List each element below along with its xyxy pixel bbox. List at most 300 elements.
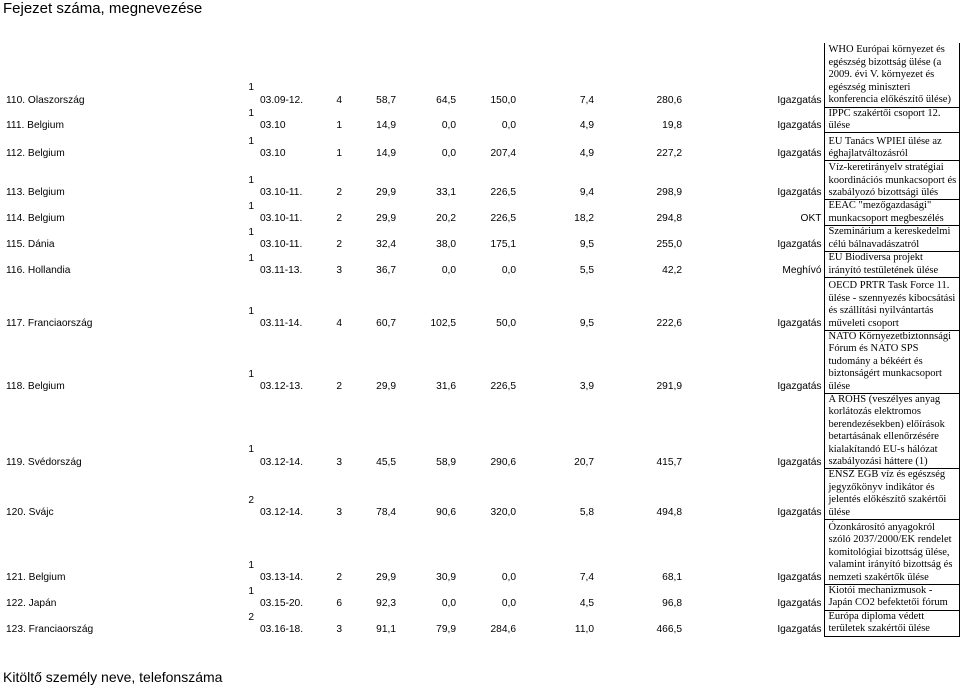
row-value-2-text: 58,9	[436, 456, 456, 468]
row-type-text: Igazgatás	[777, 148, 822, 160]
row-value-1-text: 14,9	[376, 148, 396, 160]
row-total-text: 96,8	[662, 597, 682, 609]
row-value-1-text: 29,9	[376, 381, 396, 393]
row-count: 1	[248, 368, 254, 380]
row-value-3	[458, 251, 518, 277]
row-description	[824, 585, 959, 611]
row-type-text: Meghívó	[782, 265, 822, 277]
row-days	[316, 133, 344, 161]
row-date-text: 03.10-11.	[260, 239, 303, 251]
page-title: Fejezet száma, megnevezése	[3, 0, 203, 17]
row-value-1	[344, 200, 398, 226]
row-value-2	[398, 43, 458, 107]
row-total	[596, 277, 684, 330]
row-description-text: Ózonkárosító anyagokról szóló 2037/2000/EK rendelet komitológiai bizottság ülése, valamint irányító bizottság és nemzeti szakértők ülése	[828, 522, 953, 583]
row-value-3	[458, 277, 518, 330]
row-description-text: Európa diploma védett területek szakértői ülése	[828, 611, 930, 635]
row-count: 1	[248, 108, 254, 119]
row-date-text: 03.16-18.	[260, 623, 304, 635]
row-value-4-text: 9,5	[579, 318, 594, 330]
row-description	[824, 161, 959, 200]
row-date	[258, 107, 316, 133]
row-value-4	[518, 469, 596, 520]
row-days-text: 1	[336, 148, 342, 160]
row-value-1-text: 91,1	[376, 623, 396, 635]
row-description-text: IPPC szakértői csoport 12. ülése	[828, 107, 941, 131]
row-days-text: 3	[336, 507, 342, 519]
row-description-text: A ROHS (veszélyes anyag korlátozás elektromos berendezésekben) előírások betartásának ellenőrzésére kialakítandó EU-s hálózat szabályozási háttere (1)	[828, 393, 945, 467]
row-total	[596, 200, 684, 226]
row-type-text: Igazgatás	[777, 623, 822, 635]
row-value-4	[518, 107, 596, 133]
row-value-3-text: 290,6	[490, 456, 516, 468]
row-value-2-text: 102,5	[430, 318, 456, 330]
row-value-2	[398, 585, 458, 611]
row-description-text: EEAC "mezőgazdasági" munkacsoport megbeszélés	[828, 200, 944, 224]
row-name-text: 116. Hollandia	[6, 265, 71, 277]
row-value-1	[344, 226, 398, 252]
row-type-text: Igazgatás	[777, 381, 822, 393]
row-total-text: 227,2	[656, 148, 682, 160]
row-value-1-text: 36,7	[376, 265, 396, 277]
row-date-text: 03.12-14.	[260, 456, 304, 468]
row-total-text: 415,7	[656, 456, 682, 468]
row-count: 2	[248, 611, 254, 623]
row-type	[684, 277, 824, 330]
row-value-1-text: 29,9	[376, 572, 396, 584]
row-value-1-text: 14,9	[376, 120, 396, 132]
row-value-2-text: 0,0	[441, 120, 456, 132]
row-date	[258, 330, 316, 393]
row-name-text: 114. Belgium	[6, 213, 65, 225]
row-value-2	[398, 161, 458, 200]
row-name-text: 123. Franciaország	[6, 623, 94, 635]
row-type	[684, 200, 824, 226]
row-date	[258, 200, 316, 226]
row-value-3	[458, 133, 518, 161]
row-value-1	[344, 161, 398, 200]
row-value-3	[458, 330, 518, 393]
row-value-4	[518, 393, 596, 468]
row-value-3-text: 226,5	[490, 187, 516, 199]
row-description-text: Víz-keretirányelv stratégiai koordinációs munkacsoport és szabályozó bizottsági ülés	[828, 162, 957, 198]
row-description-text: OECD PRTR Task Force 11. ülése - szennyezés kibocsátási és szállítási nyilvántartás műveleti csoport	[828, 280, 956, 329]
row-total-text: 42,2	[662, 265, 682, 277]
row-value-2	[398, 133, 458, 161]
row-count: 1	[248, 226, 254, 238]
table-row	[4, 393, 959, 468]
row-days-text: 6	[336, 597, 342, 609]
row-name	[4, 393, 258, 468]
row-description-text: ENSZ EGB víz és egészség jegyzőkönyv indikátor és jelentés előkészítő szakértői ülése	[828, 469, 947, 518]
row-value-3-text: 175,1	[490, 239, 516, 251]
row-value-3-text: 320,0	[490, 507, 516, 519]
row-days-text: 3	[336, 265, 342, 277]
footer-label: Kitöltő személy neve, telefonszáma	[3, 669, 223, 685]
row-days-text: 3	[336, 623, 342, 635]
table-row	[4, 161, 959, 200]
row-type	[684, 251, 824, 277]
row-name	[4, 330, 258, 393]
row-name-text: 118. Belgium	[6, 381, 65, 393]
row-value-4-text: 18,2	[574, 213, 594, 225]
row-description-text: Kiotói mechanizmusok - Japán CO2 befektetői fórum	[828, 585, 948, 609]
row-days-text: 2	[336, 187, 342, 199]
row-days	[316, 277, 344, 330]
row-total-text: 294,8	[656, 213, 682, 225]
row-type-text: Igazgatás	[777, 507, 822, 519]
row-date	[258, 520, 316, 585]
row-type	[684, 610, 824, 636]
row-type-text: Igazgatás	[777, 239, 822, 251]
row-name-text: 110. Olaszország	[6, 94, 85, 106]
row-value-1-text: 29,9	[376, 187, 396, 199]
row-days	[316, 200, 344, 226]
row-value-4	[518, 200, 596, 226]
row-value-4	[518, 585, 596, 611]
row-value-4-text: 9,5	[579, 239, 594, 251]
row-date	[258, 393, 316, 468]
row-count: 1	[248, 252, 254, 264]
row-days	[316, 107, 344, 133]
row-value-3-text: 284,6	[490, 623, 516, 635]
row-name-text: 111. Belgium	[6, 120, 64, 132]
row-value-4-text: 5,5	[579, 265, 594, 277]
row-days	[316, 585, 344, 611]
row-description	[824, 277, 959, 330]
row-value-3	[458, 585, 518, 611]
row-value-3	[458, 226, 518, 252]
row-type	[684, 469, 824, 520]
table-row	[4, 251, 959, 277]
row-name	[4, 520, 258, 585]
row-count: 2	[248, 494, 254, 506]
row-total	[596, 585, 684, 611]
row-type	[684, 520, 824, 585]
row-name-text: 119. Svédország	[6, 456, 82, 468]
row-days-text: 2	[336, 213, 342, 225]
row-total	[596, 469, 684, 520]
row-name-text: 120. Svájc	[6, 507, 54, 519]
row-date	[258, 43, 316, 107]
row-type	[684, 107, 824, 133]
row-total-text: 255,0	[656, 239, 682, 251]
row-total	[596, 43, 684, 107]
row-date-text: 03.12-14.	[260, 507, 304, 519]
row-name-text: 122. Japán	[6, 597, 57, 609]
row-total-text: 222,6	[656, 318, 682, 330]
row-count: 1	[248, 136, 254, 147]
row-value-4-text: 11,0	[574, 623, 594, 635]
row-days-text: 2	[336, 239, 342, 251]
row-name-text: 113. Belgium	[6, 187, 65, 199]
row-description-text: EU Tanács WPIEI ülése az éghajlatváltozásról	[828, 135, 942, 159]
row-value-1-text: 32,4	[376, 239, 396, 251]
row-total-text: 494,8	[656, 507, 682, 519]
row-date-text: 03.13-14.	[260, 572, 304, 584]
row-value-1	[344, 43, 398, 107]
row-count: 1	[248, 585, 254, 597]
row-value-4-text: 4,9	[579, 148, 594, 160]
row-description-text: Szeminárium a kereskedelmi célú bálnavadászatról	[828, 226, 951, 250]
row-value-3	[458, 43, 518, 107]
row-value-2	[398, 520, 458, 585]
row-days	[316, 330, 344, 393]
row-value-3-text: 0,0	[501, 265, 516, 277]
row-date	[258, 251, 316, 277]
row-value-2-text: 0,0	[441, 597, 456, 609]
row-value-2-text: 64,5	[436, 94, 456, 106]
table-row	[4, 469, 959, 520]
row-value-3-text: 226,5	[490, 381, 516, 393]
row-total	[596, 330, 684, 393]
row-value-2	[398, 469, 458, 520]
row-days	[316, 520, 344, 585]
table-row	[4, 226, 959, 252]
row-value-4-text: 4,5	[579, 597, 594, 609]
row-value-3-text: 226,5	[490, 213, 516, 225]
row-value-2-text: 20,2	[436, 213, 456, 225]
row-value-3	[458, 610, 518, 636]
row-value-4-text: 3,9	[579, 381, 594, 393]
row-value-2	[398, 330, 458, 393]
row-date-text: 03.12-13.	[260, 381, 304, 393]
row-value-1	[344, 330, 398, 393]
row-value-2-text: 0,0	[441, 265, 456, 277]
table-row	[4, 133, 959, 161]
row-days	[316, 393, 344, 468]
row-description-text: WHO Európai környezet és egészség bizottság ülése (a 2009. évi V. környezet és egészség miniszteri konferencia előkészítő ülése)	[828, 44, 951, 106]
row-description	[824, 226, 959, 252]
row-date	[258, 469, 316, 520]
row-value-1-text: 60,7	[376, 318, 396, 330]
row-date	[258, 277, 316, 330]
row-value-4	[518, 277, 596, 330]
row-days-text: 2	[336, 572, 342, 584]
table-row	[4, 610, 959, 636]
row-count: 1	[248, 305, 254, 317]
table-row	[4, 107, 959, 133]
table-row	[4, 520, 959, 585]
row-name	[4, 200, 258, 226]
row-value-1-text: 58,7	[376, 94, 396, 106]
row-value-3	[458, 161, 518, 200]
row-total-text: 291,9	[656, 381, 682, 393]
row-value-3	[458, 200, 518, 226]
row-value-2	[398, 393, 458, 468]
row-total	[596, 251, 684, 277]
row-type	[684, 226, 824, 252]
row-days-text: 4	[336, 94, 342, 106]
row-date-text: 03.10	[260, 148, 286, 160]
row-description	[824, 251, 959, 277]
row-description	[824, 200, 959, 226]
row-name	[4, 43, 258, 107]
row-value-4	[518, 610, 596, 636]
row-count: 1	[248, 200, 254, 212]
row-date	[258, 610, 316, 636]
row-days	[316, 226, 344, 252]
row-total	[596, 393, 684, 468]
row-value-3	[458, 520, 518, 585]
row-value-3-text: 207,4	[490, 148, 516, 160]
row-value-2	[398, 251, 458, 277]
row-value-2-text: 0,0	[441, 148, 456, 160]
row-name	[4, 469, 258, 520]
row-description-text: EU Biodiversa projekt irányító testületének ülése	[828, 252, 939, 276]
row-type-text: Igazgatás	[777, 94, 822, 106]
row-days	[316, 610, 344, 636]
row-days-text: 2	[336, 381, 342, 393]
row-days-text: 3	[336, 456, 342, 468]
row-value-3-text: 150,0	[490, 94, 516, 106]
row-type	[684, 161, 824, 200]
row-value-2-text: 30,9	[436, 572, 456, 584]
table-row	[4, 330, 959, 393]
row-date	[258, 585, 316, 611]
row-value-4	[518, 330, 596, 393]
row-type-text: Igazgatás	[777, 456, 822, 468]
row-total	[596, 610, 684, 636]
row-date-text: 03.09-12.	[260, 94, 304, 106]
row-type	[684, 393, 824, 468]
row-value-1-text: 78,4	[376, 507, 396, 519]
page-footer	[0, 663, 960, 689]
row-value-2-text: 33,1	[436, 187, 456, 199]
row-name	[4, 277, 258, 330]
row-value-3	[458, 107, 518, 133]
row-total-text: 298,9	[656, 187, 682, 199]
row-description	[824, 520, 959, 585]
table-row	[4, 277, 959, 330]
row-value-2	[398, 226, 458, 252]
row-total	[596, 133, 684, 161]
row-days-text: 4	[336, 318, 342, 330]
row-days	[316, 43, 344, 107]
row-value-1-text: 92,3	[376, 597, 396, 609]
travel-table	[4, 43, 960, 637]
row-name-text: 115. Dánia	[6, 239, 55, 251]
row-value-2	[398, 610, 458, 636]
row-value-1	[344, 469, 398, 520]
row-value-2-text: 38,0	[436, 239, 456, 251]
row-value-1	[344, 251, 398, 277]
row-date	[258, 226, 316, 252]
row-count: 1	[248, 82, 254, 94]
row-days-text: 1	[336, 120, 342, 132]
row-total	[596, 226, 684, 252]
row-total-text: 19,8	[662, 120, 682, 132]
table-row	[4, 200, 959, 226]
row-value-4-text: 5,8	[579, 507, 594, 519]
row-value-4-text: 9,4	[579, 187, 594, 199]
row-value-2	[398, 200, 458, 226]
row-description-text: NATO Környezetbiztonnsági Fórum és NATO SPS tudomány a békéért és biztonságért munkacsoport ülése	[828, 330, 952, 392]
row-description	[824, 469, 959, 520]
row-value-2-text: 31,6	[436, 381, 456, 393]
row-value-4	[518, 226, 596, 252]
row-date-text: 03.10-11.	[260, 187, 303, 199]
row-value-1	[344, 520, 398, 585]
row-value-3	[458, 393, 518, 468]
row-value-1-text: 29,9	[376, 213, 396, 225]
row-value-4	[518, 251, 596, 277]
row-total-text: 68,1	[662, 572, 682, 584]
row-value-1	[344, 277, 398, 330]
row-value-3	[458, 469, 518, 520]
row-value-2-text: 90,6	[436, 507, 456, 519]
row-name	[4, 610, 258, 636]
row-description	[824, 107, 959, 133]
row-date-text: 03.11-14.	[260, 318, 303, 330]
row-total	[596, 520, 684, 585]
row-description	[824, 330, 959, 393]
row-value-4-text: 7,4	[579, 572, 594, 584]
row-days	[316, 251, 344, 277]
row-count: 1	[248, 559, 254, 571]
table-row	[4, 43, 959, 107]
row-description	[824, 133, 959, 161]
row-value-3-text: 0,0	[501, 120, 516, 132]
row-value-1	[344, 585, 398, 611]
row-type	[684, 43, 824, 107]
row-value-4-text: 20,7	[574, 456, 594, 468]
row-name	[4, 161, 258, 200]
row-days	[316, 161, 344, 200]
row-value-3-text: 0,0	[501, 572, 516, 584]
row-description	[824, 43, 959, 107]
row-date	[258, 133, 316, 161]
row-date-text: 03.11-13.	[260, 265, 303, 277]
row-value-4	[518, 161, 596, 200]
row-value-2-text: 79,9	[436, 623, 456, 635]
row-date-text: 03.10-11.	[260, 213, 303, 225]
row-name	[4, 226, 258, 252]
row-value-1	[344, 133, 398, 161]
row-total	[596, 161, 684, 200]
table-row	[4, 585, 959, 611]
row-value-1	[344, 393, 398, 468]
row-type-text: Igazgatás	[777, 318, 822, 330]
row-type-text: OKT	[800, 213, 822, 225]
row-description	[824, 610, 959, 636]
row-type-text: Igazgatás	[777, 187, 822, 199]
row-date-text: 03.10	[260, 120, 286, 132]
row-count: 1	[248, 175, 254, 186]
row-value-1	[344, 610, 398, 636]
row-type	[684, 585, 824, 611]
row-value-4-text: 7,4	[579, 94, 594, 106]
row-name	[4, 133, 258, 161]
row-type	[684, 133, 824, 161]
row-value-3-text: 0,0	[501, 597, 516, 609]
row-name-text: 117. Franciaország	[6, 318, 93, 330]
row-type-text: Igazgatás	[777, 120, 822, 132]
row-value-2	[398, 277, 458, 330]
row-name	[4, 107, 258, 133]
row-description	[824, 393, 959, 468]
row-value-4-text: 4,9	[579, 120, 594, 132]
row-total-text: 280,6	[656, 94, 682, 106]
row-value-3-text: 50,0	[496, 318, 516, 330]
row-value-1	[344, 107, 398, 133]
row-name-text: 121. Belgium	[6, 572, 66, 584]
page-header	[0, 0, 960, 22]
row-days	[316, 469, 344, 520]
row-value-4	[518, 43, 596, 107]
row-name	[4, 585, 258, 611]
row-name	[4, 251, 258, 277]
